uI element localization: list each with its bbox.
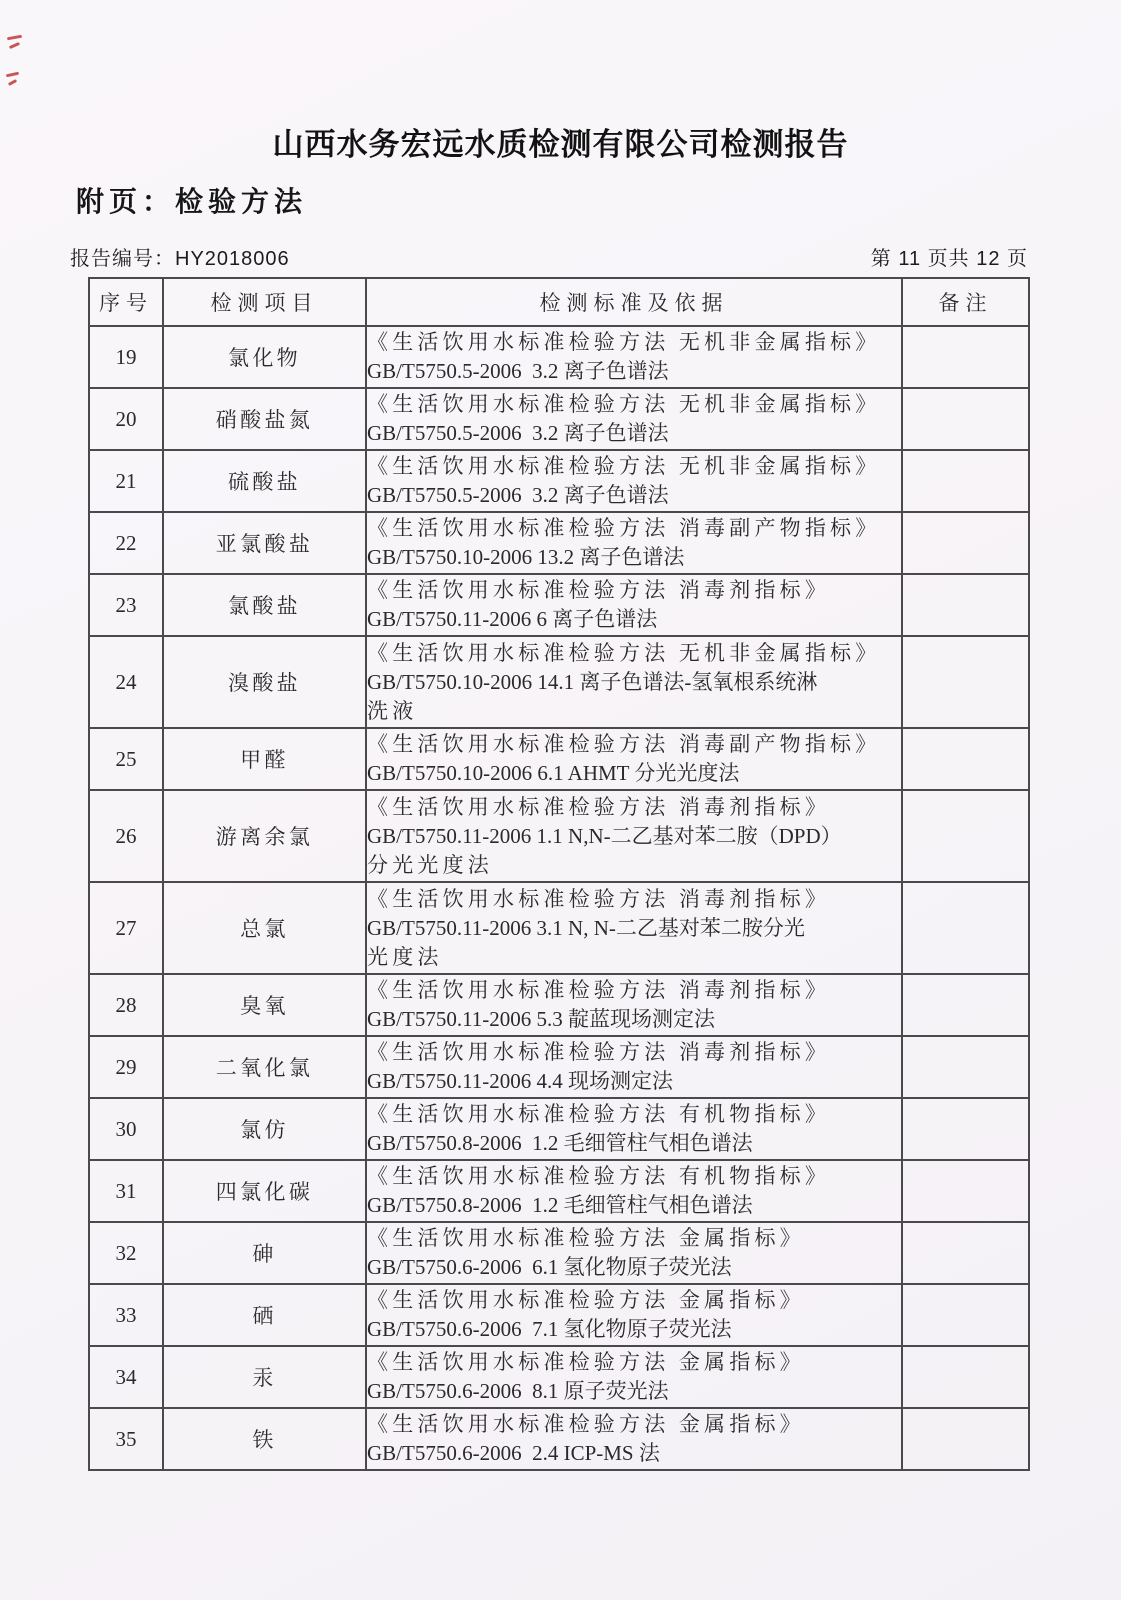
row-note xyxy=(902,450,1029,512)
row-no: 32 xyxy=(89,1222,163,1284)
standard-title-line: 《生活饮用水标准检验方法 消毒副产物指标》 xyxy=(367,516,881,540)
row-standard xyxy=(366,1160,902,1222)
red-scan-mark xyxy=(9,42,20,49)
row-no: 24 xyxy=(89,636,163,728)
row-item: 亚氯酸盐 xyxy=(163,512,366,574)
row-no: 21 xyxy=(89,450,163,512)
table-row xyxy=(89,728,1029,790)
standard-title-line: 《生活饮用水标准检验方法 金属指标》 xyxy=(367,1226,805,1250)
standard-method-line-2: 光度法 xyxy=(367,944,443,969)
standard-method-line: GB/T5750.6-2006 7.1 氢化物原子荧光法 xyxy=(367,1317,732,1341)
row-no: 30 xyxy=(89,1098,163,1160)
standard-method-line: GB/T5750.8-2006 1.2 毛细管柱气相色谱法 xyxy=(367,1131,753,1155)
table-row xyxy=(89,326,1029,388)
row-standard xyxy=(366,512,902,574)
row-note xyxy=(902,512,1029,574)
standard-title-line: 《生活饮用水标准检验方法 无机非金属指标》 xyxy=(367,454,881,478)
row-item: 甲醛 xyxy=(163,728,366,790)
row-item: 铁 xyxy=(163,1408,366,1470)
row-item: 砷 xyxy=(163,1222,366,1284)
row-standard xyxy=(366,326,902,388)
table-row xyxy=(89,388,1029,450)
standard-title-line: 《生活饮用水标准检验方法 消毒副产物指标》 xyxy=(367,732,881,756)
row-standard xyxy=(366,1408,902,1470)
row-item: 硫酸盐 xyxy=(163,450,366,512)
row-item: 硒 xyxy=(163,1284,366,1346)
page-indicator: 第 11 页共 12 页 xyxy=(870,248,1028,270)
row-item: 溴酸盐 xyxy=(163,636,366,728)
table-row xyxy=(89,1160,1029,1222)
row-standard xyxy=(366,1098,902,1160)
table-row xyxy=(89,1284,1029,1346)
row-note xyxy=(902,326,1029,388)
row-no: 28 xyxy=(89,974,163,1036)
standard-title-line: 《生活饮用水标准检验方法 消毒剂指标》 xyxy=(367,1040,831,1064)
row-standard xyxy=(366,882,902,974)
row-standard xyxy=(366,1222,902,1284)
row-no: 34 xyxy=(89,1346,163,1408)
standard-title-line: 《生活饮用水标准检验方法 消毒剂指标》 xyxy=(367,978,831,1002)
row-standard xyxy=(366,388,902,450)
table-header-row xyxy=(89,278,1029,326)
table-row xyxy=(89,1346,1029,1408)
table-row xyxy=(89,512,1029,574)
standard-method-line: GB/T5750.5-2006 3.2 离子色谱法 xyxy=(367,421,669,445)
standard-title-line: 《生活饮用水标准检验方法 无机非金属指标》 xyxy=(367,392,881,416)
row-note xyxy=(902,1036,1029,1098)
standard-method-line: GB/T5750.11-2006 1.1 N,N-二乙基对苯二胺（DPD） xyxy=(367,823,842,848)
red-scan-mark xyxy=(8,79,17,86)
row-standard xyxy=(366,1036,902,1098)
row-note xyxy=(902,790,1029,882)
row-note xyxy=(902,388,1029,450)
red-scan-mark xyxy=(6,72,19,78)
standard-title-line: 《生活饮用水标准检验方法 消毒剂指标》 xyxy=(367,794,831,819)
standard-method-line: GB/T5750.11-2006 6 离子色谱法 xyxy=(367,607,658,631)
red-scan-mark xyxy=(7,35,22,41)
standard-method-line: GB/T5750.11-2006 5.3 靛蓝现场测定法 xyxy=(367,1007,716,1031)
row-item: 游离余氯 xyxy=(163,790,366,882)
standard-title-line: 《生活饮用水标准检验方法 无机非金属指标》 xyxy=(367,640,881,665)
row-no: 27 xyxy=(89,882,163,974)
standard-title-line: 《生活饮用水标准检验方法 消毒剂指标》 xyxy=(367,578,831,602)
standard-method-line: GB/T5750.6-2006 2.4 ICP-MS 法 xyxy=(367,1441,660,1465)
table-row xyxy=(89,1222,1029,1284)
row-no: 23 xyxy=(89,574,163,636)
meta-row xyxy=(70,242,1028,271)
standard-method-line: GB/T5750.11-2006 4.4 现场测定法 xyxy=(367,1069,674,1093)
row-standard xyxy=(366,974,902,1036)
test-methods-table xyxy=(88,277,1030,1471)
row-standard xyxy=(366,1284,902,1346)
row-note xyxy=(902,636,1029,728)
standard-title-line: 《生活饮用水标准检验方法 有机物指标》 xyxy=(367,1164,831,1188)
row-item: 四氯化碳 xyxy=(163,1160,366,1222)
row-note xyxy=(902,1098,1029,1160)
row-item: 氯酸盐 xyxy=(163,574,366,636)
row-no: 29 xyxy=(89,1036,163,1098)
table-row xyxy=(89,974,1029,1036)
row-item: 硝酸盐氮 xyxy=(163,388,366,450)
report-title: 山西水务宏远水质检测有限公司检测报告 xyxy=(272,127,849,162)
row-standard xyxy=(366,790,902,882)
standard-title-line: 《生活饮用水标准检验方法 金属指标》 xyxy=(367,1350,805,1374)
standard-method-line: GB/T5750.8-2006 1.2 毛细管柱气相色谱法 xyxy=(367,1193,753,1217)
col-header-item: 检测项目 xyxy=(163,278,366,326)
report-number-label: 报告编号： xyxy=(70,248,175,270)
row-item: 氯化物 xyxy=(163,326,366,388)
row-no: 22 xyxy=(89,512,163,574)
row-item: 氯仿 xyxy=(163,1098,366,1160)
row-standard xyxy=(366,450,902,512)
standard-method-line-2: 洗液 xyxy=(367,698,418,723)
row-item: 二氧化氯 xyxy=(163,1036,366,1098)
table-row xyxy=(89,1036,1029,1098)
col-header-note: 备注 xyxy=(902,278,1029,326)
row-no: 20 xyxy=(89,388,163,450)
row-note xyxy=(902,1160,1029,1222)
standard-title-line: 《生活饮用水标准检验方法 无机非金属指标》 xyxy=(367,330,881,354)
row-note xyxy=(902,728,1029,790)
standard-title-line: 《生活饮用水标准检验方法 有机物指标》 xyxy=(367,1102,831,1126)
row-no: 31 xyxy=(89,1160,163,1222)
standard-method-line: GB/T5750.6-2006 8.1 原子荧光法 xyxy=(367,1379,669,1403)
row-standard xyxy=(366,636,902,728)
standard-method-line: GB/T5750.11-2006 3.1 N, N-二乙基对苯二胺分光 xyxy=(367,915,805,940)
row-item: 汞 xyxy=(163,1346,366,1408)
row-note xyxy=(902,1408,1029,1470)
row-note xyxy=(902,1346,1029,1408)
row-note xyxy=(902,1284,1029,1346)
table-row xyxy=(89,790,1029,882)
row-no: 35 xyxy=(89,1408,163,1470)
row-no: 25 xyxy=(89,728,163,790)
standard-method-line: GB/T5750.10-2006 6.1 AHMT 分光光度法 xyxy=(367,761,740,785)
row-note xyxy=(902,882,1029,974)
table-row xyxy=(89,574,1029,636)
report-number xyxy=(70,242,290,271)
row-standard xyxy=(366,728,902,790)
row-no: 26 xyxy=(89,790,163,882)
row-no: 19 xyxy=(89,326,163,388)
standard-title-line: 《生活饮用水标准检验方法 金属指标》 xyxy=(367,1412,805,1436)
standard-method-line: GB/T5750.5-2006 3.2 离子色谱法 xyxy=(367,483,669,507)
row-item: 总氯 xyxy=(163,882,366,974)
table-row xyxy=(89,1408,1029,1470)
appendix-subtitle: 附页：检验方法 xyxy=(76,186,308,217)
row-note xyxy=(902,574,1029,636)
standard-method-line: GB/T5750.6-2006 6.1 氢化物原子荧光法 xyxy=(367,1255,732,1279)
report-number-value: HY2018006 xyxy=(175,248,290,270)
standard-method-line: GB/T5750.10-2006 13.2 离子色谱法 xyxy=(367,545,685,569)
standard-title-line: 《生活饮用水标准检验方法 消毒剂指标》 xyxy=(367,886,831,911)
standard-method-line: GB/T5750.5-2006 3.2 离子色谱法 xyxy=(367,359,669,383)
table-row xyxy=(89,450,1029,512)
row-no: 33 xyxy=(89,1284,163,1346)
col-header-standard: 检测标准及依据 xyxy=(366,278,902,326)
table-row xyxy=(89,636,1029,728)
table-row xyxy=(89,1098,1029,1160)
standard-method-line: GB/T5750.10-2006 14.1 离子色谱法-氢氧根系统淋 xyxy=(367,669,818,694)
standard-method-line-2: 分光光度法 xyxy=(367,852,493,877)
row-standard xyxy=(366,574,902,636)
row-item: 臭氧 xyxy=(163,974,366,1036)
standard-title-line: 《生活饮用水标准检验方法 金属指标》 xyxy=(367,1288,805,1312)
col-header-seq: 序号 xyxy=(89,278,163,326)
table-row xyxy=(89,882,1029,974)
row-note xyxy=(902,974,1029,1036)
row-standard xyxy=(366,1346,902,1408)
row-note xyxy=(902,1222,1029,1284)
